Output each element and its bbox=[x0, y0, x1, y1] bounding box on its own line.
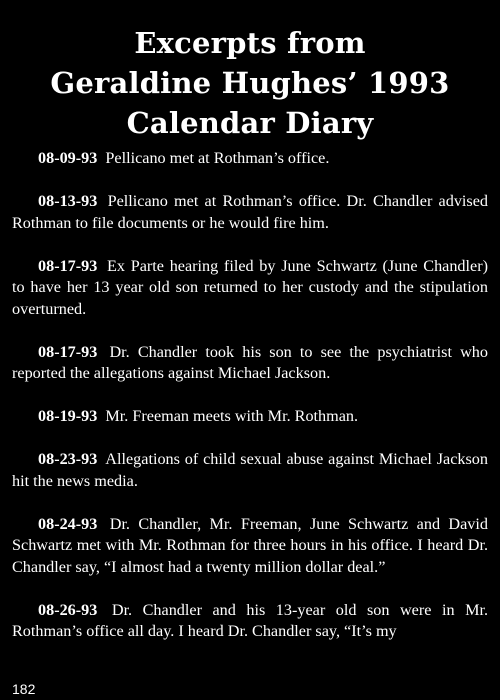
entry-text: Ex Parte hearing filed by June Schwartz (June Chandler) to have her 13 year old son returned to her custody and the stipulation overturned. bbox=[12, 256, 488, 318]
title-line-3: Calendar Diary bbox=[126, 106, 374, 141]
entry-date: 08-19-93 bbox=[38, 407, 98, 425]
page-number: 182 bbox=[12, 681, 36, 697]
diary-entry bbox=[12, 600, 488, 643]
diary-entry bbox=[12, 342, 488, 385]
title-line-2: Geraldine Hughes’ 1993 bbox=[50, 66, 450, 101]
entry-date: 08-23-93 bbox=[38, 450, 98, 468]
entry-text: Dr. Chandler, Mr. Freeman, June Schwartz and David Schwartz met with Mr. Rothman for three hours in his office. I heard Dr. Chandler say, “I almost had a twenty million dollar deal.” bbox=[12, 514, 488, 576]
diary-entry bbox=[12, 256, 488, 321]
entry-date: 08-17-93 bbox=[38, 256, 98, 275]
entry-date: 08-09-93 bbox=[38, 149, 98, 167]
diary-entry bbox=[12, 449, 488, 492]
entry-date: 08-13-93 bbox=[38, 192, 98, 210]
entry-date: 08-24-93 bbox=[38, 514, 98, 533]
entry-text: Dr. Chandler took his son to see the psychiatrist who reported the allegations against Michael Jackson. bbox=[12, 342, 488, 382]
entry-date: 08-26-93 bbox=[38, 600, 98, 619]
entry-text: Dr. Chandler and his 13-year old son were in Mr. Rothman’s office all day. I heard Dr. Chandler say, “It’s my bbox=[12, 600, 489, 640]
title-line-1: Excerpts from bbox=[134, 26, 366, 61]
diary-entry bbox=[12, 514, 488, 579]
entry-text: Pellicano met at Rothman’s office. Dr. Chandler advised Rothman to file documents or he would fire him. bbox=[12, 192, 489, 232]
entry-text: Allegations of child sexual abuse against Michael Jackson hit the news media. bbox=[12, 450, 488, 490]
entry-date: 08-17-93 bbox=[38, 342, 98, 361]
entry-text: Mr. Freeman meets with Mr. Rothman. bbox=[105, 407, 359, 425]
page-title bbox=[0, 23, 500, 143]
diary-entry bbox=[12, 406, 488, 428]
entry-text: Pellicano met at Rothman’s office. bbox=[105, 149, 330, 167]
diary-entries bbox=[12, 148, 488, 643]
diary-entry bbox=[12, 191, 488, 234]
diary-entry bbox=[12, 148, 488, 170]
